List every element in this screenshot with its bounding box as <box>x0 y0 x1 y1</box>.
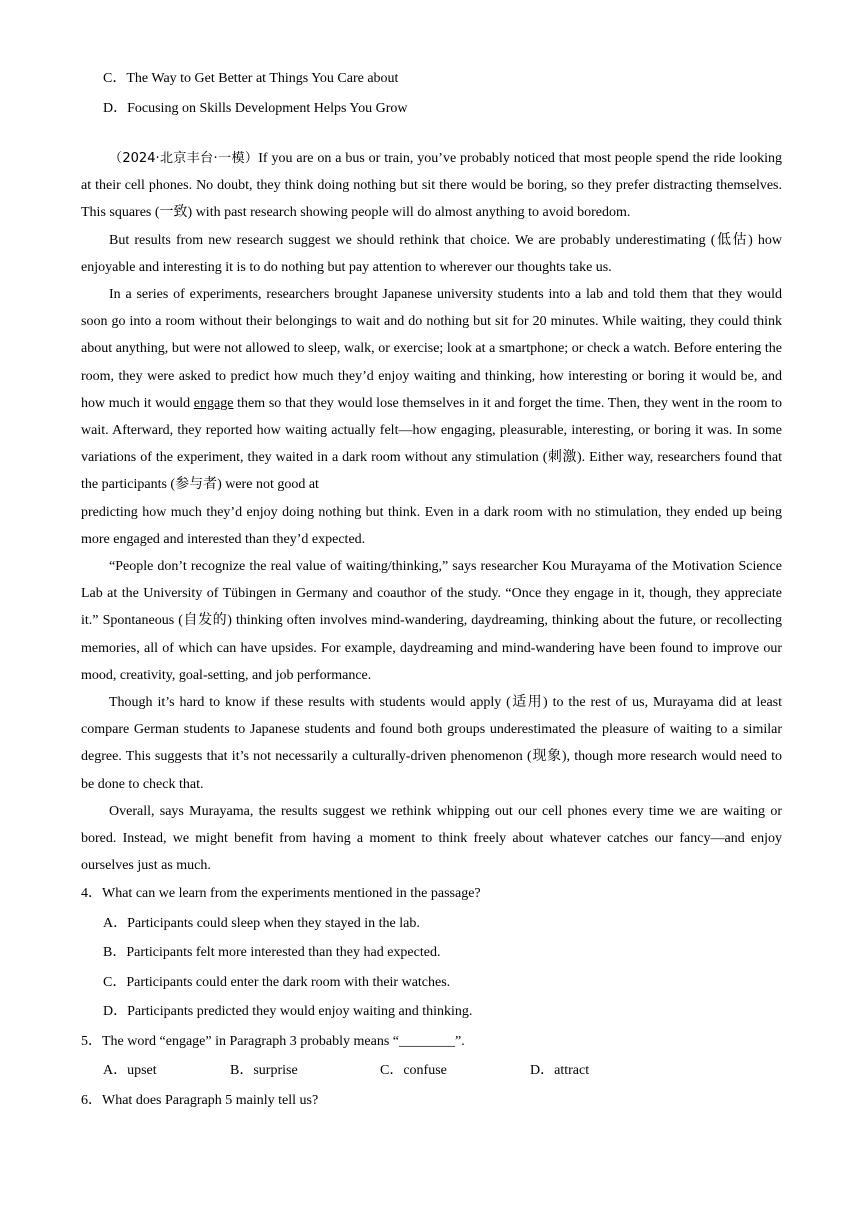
question-5-option-b: B．surprise <box>230 1063 298 1079</box>
question-4-option-c: C．Participants could enter the dark room with their watches. <box>103 974 451 990</box>
passage-paragraph-6: Overall, says Murayama, the results suggest we rethink whipping out our cell phones every time we are waiting or bored. Instead, we might benefit from having a moment to think freely about whatever catches our fancy—and enjoy ourselves just as much. <box>81 803 782 874</box>
question-6-stem: 6．What does Paragraph 5 mainly tell us? <box>81 1092 319 1108</box>
question-4-option-a: A．Participants could sleep when they stayed in the lab. <box>103 915 420 931</box>
passage-paragraph-1 <box>81 145 782 227</box>
passage-paragraph-5: Though it’s hard to know if these results with students would apply (适用) to the rest of us, Murayama did at least compare German students to Japanese students and found both groups underestimated the pleasure of waiting to a similar degree. This suggests that it’s not necessarily a culturally-driven phenomenon (现象), though more research would need to be done to check that. <box>81 695 782 792</box>
paragraph-3-text-a: In a series of experiments, researchers brought Japanese university students into a lab and told them that they would soon go into a room without their belongings to wait and do nothing but sit for 20 minutes. While waiting, they could think about anything, but were not allowed to sleep, walk, or exercise; look at a smartphone; or check a watch. Before entering the room, they were asked to predict how much they’d enjoy waiting and thinking, how interesting or boring it would be, and how much it would <box>81 287 782 411</box>
prev-option-d: D．Focusing on Skills Development Helps You Grow <box>103 100 408 116</box>
passage-source: （2024·北京丰台·一模） <box>109 151 259 166</box>
question-4-stem: 4．What can we learn from the experiments mentioned in the passage? <box>81 886 481 902</box>
question-5-option-d: D．attract <box>530 1063 590 1079</box>
paragraph-3-text-b: them so that they would lose themselves in it and forget the time. Then, they went in the room to wait. Afterward, they reported how waiting actually felt—how engaging, pleasurable, interesting, or boring it was. In some variations of the experiment, they waited in a dark room without any stimulation (刺激). Either way, researchers found that the participants (参与者) were not good at <box>81 395 783 493</box>
passage-paragraph-4: “People don’t recognize the real value of waiting/thinking,” says researcher Kou Murayama of the Motivation Science Lab at the University of Tübingen in Germany and coauthor of the study. “Once they engage in it, though, they appreciate it.” Spontaneous (自发的) thinking often involves mind-wandering, daydreaming, thinking about the future, or recollecting memories, all of which can have upsides. For example, daydreaming and mind-wandering have been found to improve our mood, creativity, goal-setting, and job performance. <box>81 559 782 683</box>
question-4-option-b: B．Participants felt more interested than they had expected. <box>103 945 441 961</box>
question-5-stem: 5．The word “engage” in Paragraph 3 probably means “________”. <box>81 1033 465 1049</box>
paragraph-1-text: If you are on a bus or train, you’ve probably noticed that most people spend the ride looking at their cell phones. No doubt, they think doing nothing but sit there would be boring, so they prefer distracting themselves. This squares (一致) with past research showing people will do almost anything to avoid boredom. <box>81 151 782 221</box>
question-4-option-d: D．Participants predicted they would enjoy waiting and thinking. <box>103 1004 473 1020</box>
prev-option-c: C．The Way to Get Better at Things You Care about <box>103 71 399 86</box>
underlined-word-engage: engage <box>193 395 234 411</box>
passage-paragraph-2: But results from new research suggest we should rethink that choice. We are probably underestimating (低估) how enjoyable and interesting it is to do nothing but pay attention to wherever our thoughts take us. <box>81 232 782 275</box>
question-5-options <box>81 1056 782 1086</box>
spacer <box>81 123 782 145</box>
passage-paragraph-3 <box>81 281 782 499</box>
question-5-option-a: A．upset <box>103 1063 157 1079</box>
document-page <box>81 64 782 1115</box>
question-5-option-c: C．confuse <box>380 1063 447 1079</box>
passage-paragraph-3-continued: predicting how much they’d enjoy doing nothing but think. Even in a dark room with no stimulation, they ended up being more engaged and interested than they’d expected. <box>81 504 782 547</box>
